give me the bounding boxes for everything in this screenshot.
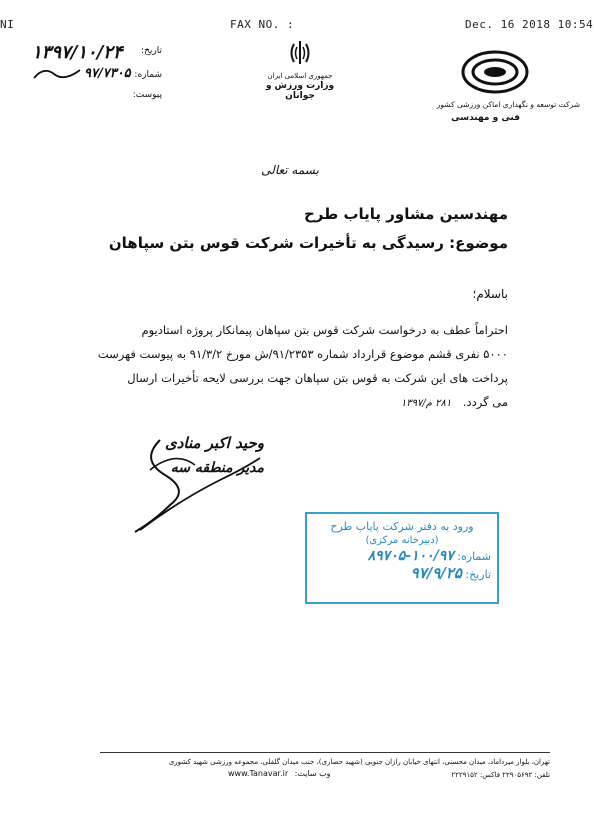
department-name: فنی و مهندسی [451, 113, 520, 123]
ministry-header [255, 38, 345, 101]
company-header [420, 50, 580, 135]
company-logo-icon [460, 50, 530, 95]
invocation: بسمه تعالی [261, 163, 319, 177]
stamp-date-value: ۹۷/۹/۲۵ [410, 564, 462, 582]
body-line: پرداخت های این شرکت به قوس بتن سپاهان جهت بررسی لایحه تأخیرات ارسال [127, 371, 508, 385]
stamp-subtitle: (دبیرخانه مرکزی) [365, 535, 439, 546]
fax-number-label: FAX NO. : [230, 18, 295, 31]
incoming-stamp [305, 512, 499, 604]
stamp-title: ورود به دفتر شرکت پایاب طرح [330, 520, 474, 533]
footer-phone: تلفن: ۲۲۹۰۵۶۹۲ فاکس: ۲۲۲۹۱۵۲ [451, 771, 550, 779]
footer-divider [100, 752, 550, 753]
signatory-name: وحید اکبر منادی [164, 434, 264, 452]
subject: موضوع: رسیدگی به تأخیرات شرکت قوس بتن سپاهان [108, 234, 508, 252]
footer-web-label: وب سایت: [294, 769, 331, 778]
signature-icon [120, 420, 270, 540]
body-note: ۲۸۱ م/۱۳۹۷ [400, 398, 452, 409]
date-label: تاریخ: [141, 46, 162, 56]
recipient: مهندسین مشاور پایاب طرح [303, 205, 508, 223]
iran-emblem-icon [285, 38, 315, 68]
stamp-date-label: تاریخ: [465, 568, 491, 581]
fax-timestamp: Dec. 16 2018 10:54 [465, 18, 594, 31]
body-line: ۵۰۰۰ نفری قشم موضوع قرارداد شماره ۹۱/۲۳۵۳/ش مورخ ۹۱/۳/۲ به پیوست فهرست [97, 347, 508, 361]
country-name: جمهوری اسلامی ایران [267, 72, 333, 80]
footer-web [228, 769, 331, 778]
attachment-label: پیوست: [132, 90, 162, 100]
stamp-date-row [307, 564, 497, 582]
body-line: احتراماً عطف به درخواست شرکت قوس بتن سپاهان پیمانکار پروژه استادیوم [141, 323, 508, 337]
handwritten-mark-icon [32, 64, 82, 82]
footer-address: تهران، بلوار میرداماد، میدان محسنی، انتهای خیابان رازان جنوبی (شهید حصاری)، جنب میدان گلفلی، مجموعه ورزشی شهید کشوری [168, 758, 550, 766]
greeting: باسلام؛ [472, 287, 508, 301]
footer-website[interactable]: www.Tanavar.ir [228, 769, 289, 778]
body-line-last [78, 390, 508, 416]
number-label: شماره: [134, 70, 162, 80]
body-line: می گردد. [462, 395, 508, 409]
number-value: ۹۷/۷۳۰۵ [84, 66, 131, 81]
body-paragraph [78, 318, 508, 416]
stamp-number-value: ۱۰۰/۹۷-۸۹۷۰۵ [367, 548, 454, 564]
stamp-number-label: شماره: [457, 550, 491, 563]
company-name: شرکت توسعه و نگهداری اماکن ورزشی کشور [436, 100, 580, 109]
fax-header-left: NI [0, 18, 15, 31]
signatory-title: مدیر منطقه سه [170, 460, 264, 476]
date-value: ۱۳۹۷/۱۰/۲۴ [32, 42, 123, 63]
meta-block [32, 42, 162, 112]
ministry-name: وزارت ورزش و جوانان [265, 81, 335, 101]
stamp-number-row [307, 548, 497, 564]
